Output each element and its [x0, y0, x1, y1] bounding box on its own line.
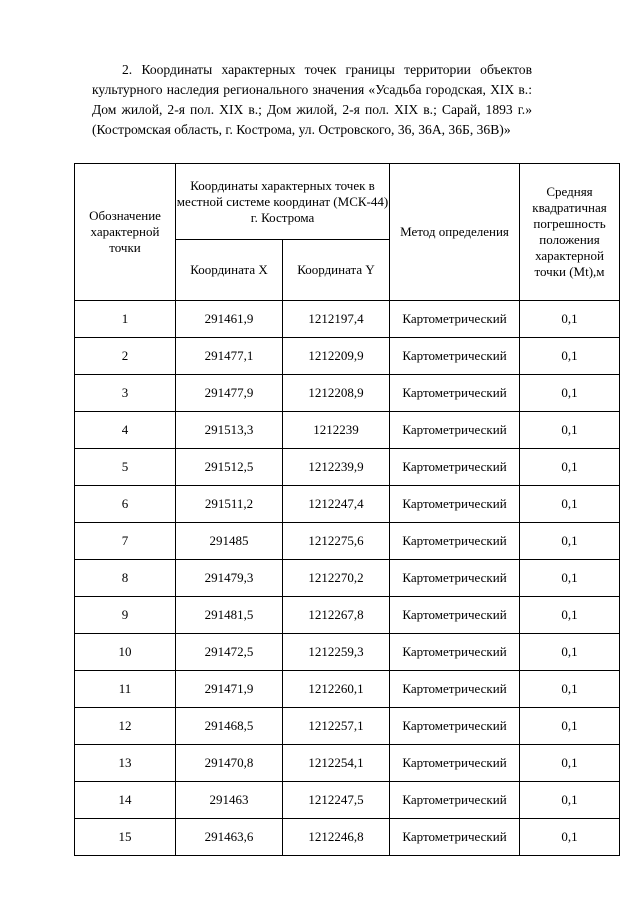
coordinates-table: [74, 163, 620, 856]
cell-point: 11: [75, 671, 176, 708]
cell-error: 0,1: [520, 301, 620, 338]
table-row: [75, 671, 620, 708]
cell-x: 291468,5: [176, 708, 283, 745]
header-y: Координата Y: [283, 240, 390, 301]
cell-point: 3: [75, 375, 176, 412]
cell-method: Картометрический: [390, 412, 520, 449]
table-row: [75, 782, 620, 819]
table-row: [75, 375, 620, 412]
table-row: [75, 745, 620, 782]
cell-y: 1212209,9: [283, 338, 390, 375]
cell-x: 291511,2: [176, 486, 283, 523]
cell-method: Картометрический: [390, 819, 520, 856]
cell-point: 12: [75, 708, 176, 745]
cell-y: 1212208,9: [283, 375, 390, 412]
cell-x: 291481,5: [176, 597, 283, 634]
cell-method: Картометрический: [390, 486, 520, 523]
cell-point: 6: [75, 486, 176, 523]
cell-method: Картометрический: [390, 449, 520, 486]
cell-error: 0,1: [520, 375, 620, 412]
heading-text: 2. Координаты характерных точек границы территории объектов культурного наследия регионального значения «Усадьба городская, XIX в.: Дом жилой, 2-я пол. XIX в.; Дом жилой, 2-я пол. XIX в.; Сарай, 1893 г.» (Костромская область, г. Кострома, ул. Островского, 36, 36А, 36Б, 36В)»: [92, 62, 532, 137]
cell-method: Картометрический: [390, 338, 520, 375]
table-row: [75, 708, 620, 745]
cell-x: 291461,9: [176, 301, 283, 338]
cell-y: 1212254,1: [283, 745, 390, 782]
cell-point: 13: [75, 745, 176, 782]
cell-error: 0,1: [520, 523, 620, 560]
table-row: [75, 301, 620, 338]
cell-x: 291477,9: [176, 375, 283, 412]
cell-x: 291471,9: [176, 671, 283, 708]
cell-y: 1212247,4: [283, 486, 390, 523]
cell-point: 9: [75, 597, 176, 634]
cell-point: 15: [75, 819, 176, 856]
cell-y: 1212257,1: [283, 708, 390, 745]
cell-x: 291463: [176, 782, 283, 819]
cell-error: 0,1: [520, 412, 620, 449]
table-row: [75, 523, 620, 560]
header-coords: Координаты характерных точек в местной системе координат (МСК-44) г. Кострома: [176, 164, 390, 240]
cell-x: 291513,3: [176, 412, 283, 449]
cell-y: 1212275,6: [283, 523, 390, 560]
cell-error: 0,1: [520, 449, 620, 486]
cell-point: 7: [75, 523, 176, 560]
cell-error: 0,1: [520, 486, 620, 523]
cell-error: 0,1: [520, 671, 620, 708]
table-row: [75, 560, 620, 597]
table-row: [75, 597, 620, 634]
cell-x: 291477,1: [176, 338, 283, 375]
cell-method: Картометрический: [390, 671, 520, 708]
cell-point: 8: [75, 560, 176, 597]
section-heading: [92, 60, 532, 140]
cell-method: Картометрический: [390, 634, 520, 671]
cell-error: 0,1: [520, 560, 620, 597]
cell-x: 291463,6: [176, 819, 283, 856]
cell-point: 10: [75, 634, 176, 671]
cell-method: Картометрический: [390, 523, 520, 560]
cell-error: 0,1: [520, 597, 620, 634]
table-body: [75, 301, 620, 856]
table-row: [75, 486, 620, 523]
cell-point: 5: [75, 449, 176, 486]
cell-point: 4: [75, 412, 176, 449]
cell-point: 2: [75, 338, 176, 375]
cell-error: 0,1: [520, 634, 620, 671]
cell-error: 0,1: [520, 782, 620, 819]
cell-method: Картометрический: [390, 597, 520, 634]
header-error: Средняя квадратичная погрешность положения характерной точки (Mt),м: [520, 164, 620, 301]
cell-x: 291485: [176, 523, 283, 560]
cell-method: Картометрический: [390, 301, 520, 338]
cell-x: 291479,3: [176, 560, 283, 597]
cell-method: Картометрический: [390, 782, 520, 819]
cell-method: Картометрический: [390, 745, 520, 782]
cell-point: 1: [75, 301, 176, 338]
cell-y: 1212259,3: [283, 634, 390, 671]
cell-error: 0,1: [520, 819, 620, 856]
cell-y: 1212239: [283, 412, 390, 449]
table-row: [75, 449, 620, 486]
cell-error: 0,1: [520, 338, 620, 375]
cell-point: 14: [75, 782, 176, 819]
cell-method: Картометрический: [390, 708, 520, 745]
cell-error: 0,1: [520, 708, 620, 745]
cell-method: Картометрический: [390, 375, 520, 412]
cell-x: 291470,8: [176, 745, 283, 782]
cell-y: 1212239,9: [283, 449, 390, 486]
table-row: [75, 819, 620, 856]
table-row: [75, 338, 620, 375]
table-row: [75, 634, 620, 671]
cell-x: 291512,5: [176, 449, 283, 486]
cell-y: 1212270,2: [283, 560, 390, 597]
cell-y: 1212260,1: [283, 671, 390, 708]
table-row: [75, 412, 620, 449]
cell-error: 0,1: [520, 745, 620, 782]
cell-y: 1212247,5: [283, 782, 390, 819]
header-point: Обозначение характерной точки: [75, 164, 176, 301]
cell-y: 1212267,8: [283, 597, 390, 634]
header-x: Координата X: [176, 240, 283, 301]
cell-x: 291472,5: [176, 634, 283, 671]
cell-y: 1212246,8: [283, 819, 390, 856]
cell-y: 1212197,4: [283, 301, 390, 338]
cell-method: Картометрический: [390, 560, 520, 597]
header-method: Метод определения: [390, 164, 520, 301]
